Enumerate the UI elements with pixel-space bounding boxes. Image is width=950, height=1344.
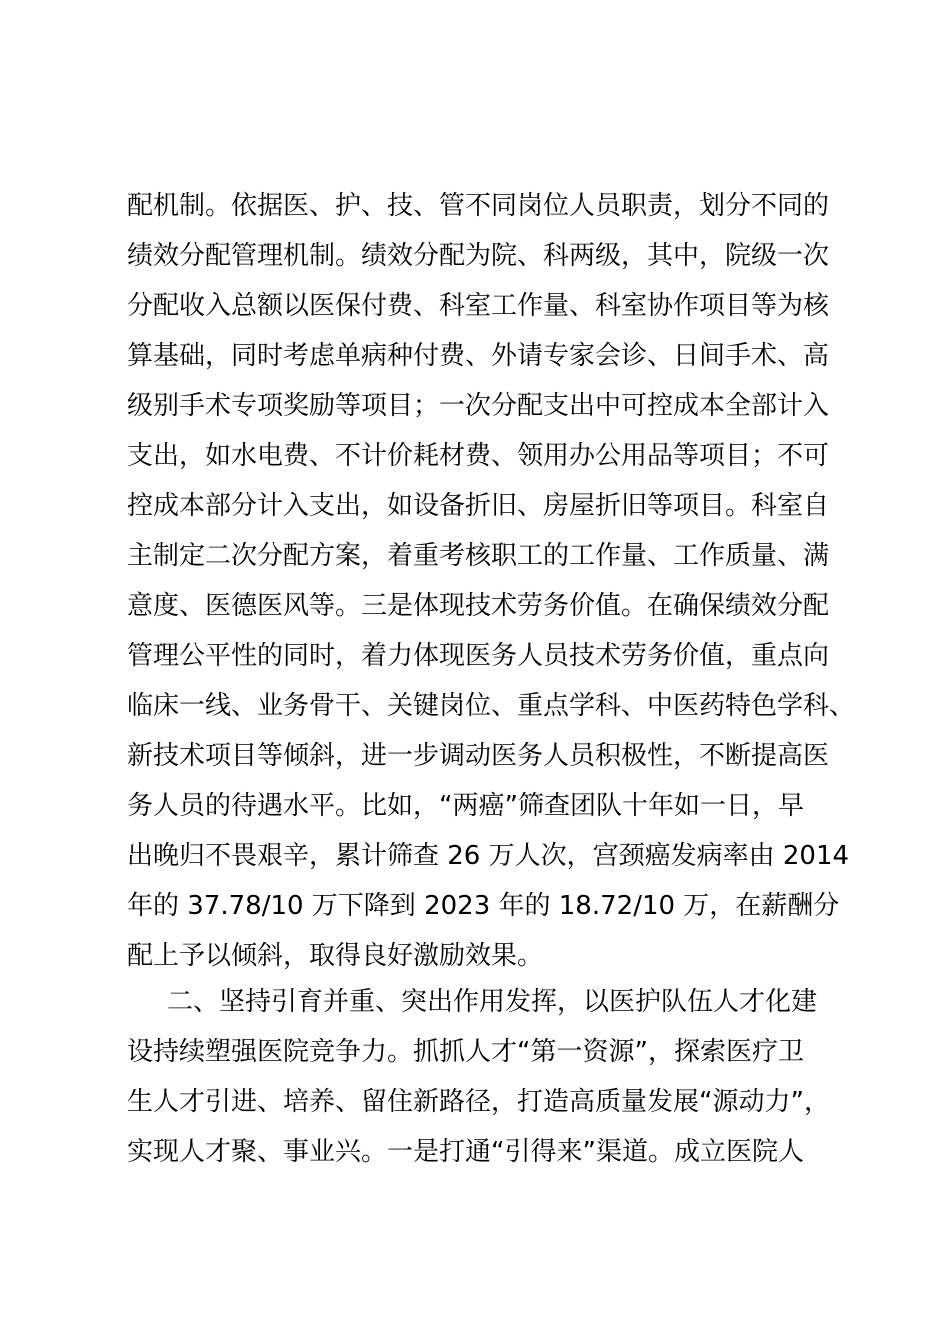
text-line: 级别手术专项奖励等项目；一次分配支出中可控成本全部计入 xyxy=(127,391,830,421)
text-line-first: 二、坚持引育并重、突出作用发挥，以医护队伍人才化建 xyxy=(167,987,818,1017)
text-line: 新技术项目等倾斜，进一步调动医务人员积极性，不断提高医 xyxy=(127,741,830,771)
text-line: 主制定二次分配方案，着重考核职工的工作量、工作质量、满 xyxy=(127,541,830,571)
text-line: 支出，如水电费、不计价耗材费、领用办公用品等项目；不可 xyxy=(127,441,830,471)
text-line: 年的 37.78/10 万下降到 2023 年的 18.72/10 万，在薪酬分 xyxy=(127,891,840,921)
paragraph-performance-distribution xyxy=(127,181,856,981)
text-line: 配机制。依据医、护、技、管不同岗位人员职责，划分不同的 xyxy=(127,191,830,221)
text-line: 临床一线、业务骨干、关键岗位、重点学科、中医药特色学科、 xyxy=(127,691,856,721)
text-line: 管理公平性的同时，着力体现医务人员技术劳务价值，重点向 xyxy=(127,641,830,671)
text-line: 务人员的待遇水平。比如，“两癌”筛查团队十年如一日，早 xyxy=(127,791,804,821)
paragraph-talent-development xyxy=(127,977,837,1177)
text-line: 绩效分配管理机制。绩效分配为院、科两级，其中，院级一次 xyxy=(127,241,830,271)
text-line: 实现人才聚、事业兴。一是打通“引得来”渠道。成立医院人 xyxy=(127,1137,804,1167)
text-line: 配上予以倾斜，取得良好激励效果。 xyxy=(127,941,544,971)
text-line: 算基础，同时考虑单病种付费、外请专家会诊、日间手术、高 xyxy=(127,341,830,371)
text-line: 出晚归不畏艰辛，累计筛查 26 万人次，宫颈癌发病率由 2014 xyxy=(127,841,850,871)
text-line: 控成本部分计入支出，如设备折旧、房屋折旧等项目。科室自 xyxy=(127,491,830,521)
text-line: 生人才引进、培养、留住新路径，打造高质量发展“源动力”， xyxy=(127,1087,830,1117)
text-line: 分配收入总额以医保付费、科室工作量、科室协作项目等为核 xyxy=(127,291,830,321)
text-line: 意度、医德医风等。三是体现技术劳务价值。在确保绩效分配 xyxy=(127,591,830,621)
text-line: 设持续塑强医院竞争力。抓抓人才“第一资源”，探索医疗卫 xyxy=(127,1037,804,1067)
